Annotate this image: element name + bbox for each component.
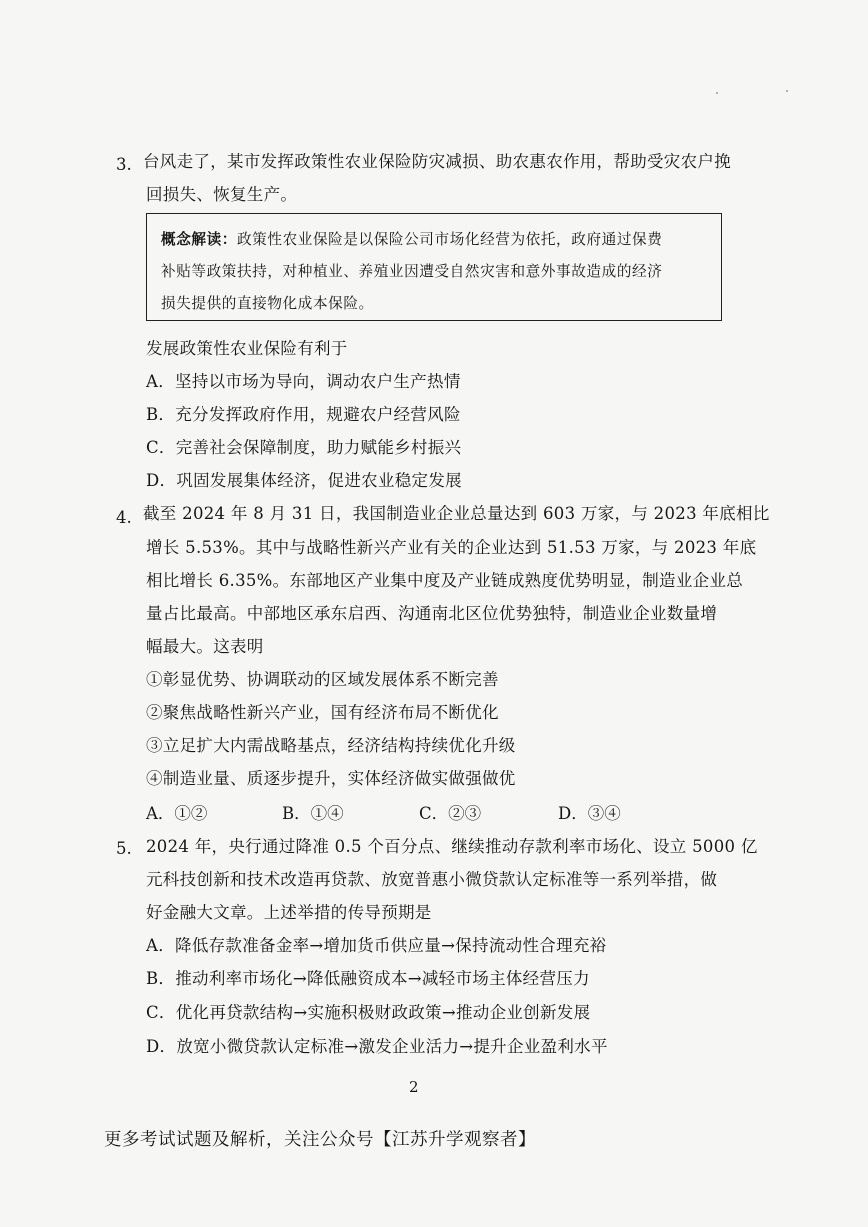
footer-note: 更多考试试题及解析，关注公众号【江苏升学观察者】 (104, 1130, 536, 1150)
question-stem-line: 台风走了，某市发挥政策性农业保险防灾减损、助农惠农作用，帮助受灾农户挽 (143, 152, 731, 171)
concept-box-line: 损失提供的直接物化成本保险。 (161, 295, 374, 312)
concept-box-line: 补贴等政策扶持，对种植业、养殖业因遭受自然灾害和意外事故造成的经济 (161, 263, 663, 280)
statement-item: ①彰显优势、协调联动的区域发展体系不断完善 (146, 670, 499, 689)
question-number: 5. (116, 839, 132, 858)
option-d[interactable]: D．③④ (558, 804, 621, 823)
concept-box-line (161, 230, 662, 250)
question-stem-line: 增长 5.53%。其中与战略性新兴产业有关的企业达到 51.53 万家，与 2023 年底 (146, 538, 757, 557)
question-stem-line: 元科技创新和技术改造再贷款、放宽普惠小微贷款认定标准等一系列举措，做 (146, 870, 718, 889)
concept-box-text: 政策性农业保险是以保险公司市场化经营为依托，政府通过保费 (236, 231, 663, 248)
option-a[interactable]: A．坚持以市场为导向，调动农户生产热情 (146, 372, 461, 391)
concept-box-label: 概念解读： (161, 231, 237, 248)
option-b[interactable]: B．推动利率市场化→降低融资成本→减轻市场主体经营压力 (146, 969, 590, 988)
question-number: 4. (116, 508, 132, 527)
option-d[interactable]: D．巩固发展集体经济，促进农业稳定发展 (146, 471, 462, 490)
statement-item: ④制造业量、质逐步提升，实体经济做实做强做优 (146, 769, 516, 788)
statement-item: ②聚焦战略性新兴产业，国有经济布局不断优化 (146, 703, 499, 722)
question-stem-line: 回损失、恢复生产。 (146, 185, 298, 204)
question-stem-line: 幅最大。这表明 (146, 637, 264, 656)
option-d[interactable]: D．放宽小微贷款认定标准→激发企业活力→提升企业盈利水平 (146, 1037, 608, 1056)
option-b[interactable]: B．①④ (282, 804, 344, 823)
question-stem-line: 量占比最高。中部地区承东启西、沟通南北区位优势独特，制造业企业数量增 (146, 604, 718, 623)
question-stem-line: 好金融大文章。上述举措的传导预期是 (146, 903, 432, 922)
question-number: 3. (116, 155, 132, 174)
question-stem-line: 2024 年，央行通过降准 0.5 个百分点、继续推动存款利率市场化、设立 5000 亿 (146, 837, 758, 856)
question-stem-line: 相比增长 6.35%。东部地区产业集中度及产业链成熟度优势明显，制造业企业总 (146, 571, 744, 590)
option-b[interactable]: B．充分发挥政府作用，规避农户经营风险 (146, 405, 461, 424)
scan-speck (716, 92, 718, 94)
option-a[interactable]: A．①② (146, 804, 208, 823)
scan-speck (786, 90, 788, 92)
option-c[interactable]: C．②③ (419, 804, 482, 823)
concept-box (146, 213, 722, 321)
option-a[interactable]: A．降低存款准备金率→增加货币供应量→保持流动性合理充裕 (146, 936, 607, 955)
question-stem-line: 截至 2024 年 8 月 31 日，我国制造业企业总量达到 603 万家，与 2023 年底相比 (143, 504, 770, 523)
question-prompt: 发展政策性农业保险有利于 (146, 339, 348, 358)
option-c[interactable]: C．优化再贷款结构→实施积极财政政策→推动企业创新发展 (146, 1003, 591, 1022)
page-number: 2 (409, 1078, 419, 1096)
statement-item: ③立足扩大内需战略基点，经济结构持续优化升级 (146, 736, 516, 755)
option-c[interactable]: C．完善社会保障制度，助力赋能乡村振兴 (146, 438, 462, 457)
